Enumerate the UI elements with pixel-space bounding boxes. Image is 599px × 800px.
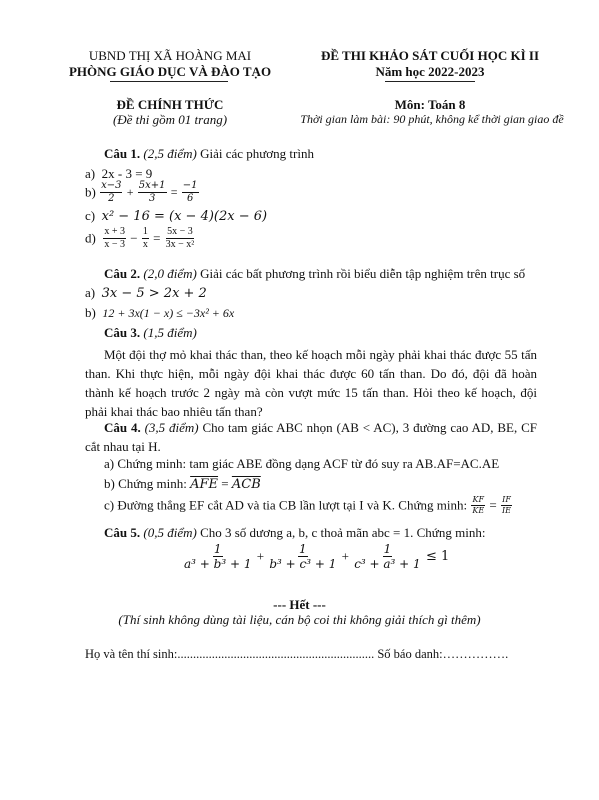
q4-heading: Câu 4. (3,5 điểm) Cho tam giác ABC nhọn (AB < AC), 3 đường cao AD, BE, CF cắt nhau tại H. — [85, 420, 537, 454]
q5-inequality: $\frac{1}{\text{a³ + b³ + 1}}$ + $\frac{1}{\text{b³ + c³ + 1}}$ + $\frac{1}{\text{c³ + a³ + 1}}$ ≤ 1 — [184, 542, 450, 571]
exam-note: (Thí sinh không dùng tài liệu, cán bộ coi thi không giải thích gì thêm) — [118, 612, 481, 627]
q4-c: c) Đường thẳng EF cắt AD và tia CB lần lượt tại I và K. Chứng minh: $\frac{KF}{KE}$ = $\frac{IF}{IE}$ — [104, 495, 512, 515]
school-authority: UBND THỊ XÃ HOÀNG MAI — [88, 48, 252, 63]
header-left-underline — [110, 81, 228, 82]
q2-heading: Câu 2. (2,0 điểm) Giải các bất phương trình rồi biểu diễn tập nghiệm trên trục số — [104, 266, 526, 281]
end-marker: --- Hết --- — [273, 597, 326, 612]
subject: Môn: Toán 8 — [394, 97, 466, 112]
official-label: ĐỀ CHÍNH THỨC — [116, 97, 224, 112]
q1-b: b) $\frac{x-3}{2}$ + $\frac{5x+1}{3}$ = $\frac{-1}{6}$ — [85, 180, 198, 204]
q4-b: b) Chứng minh: $\overline{AFE} = \overline{ACB}$ — [104, 476, 261, 492]
q2-b: b) 12 + 3x(1 − x) ≤ −3x² + 6x — [85, 305, 235, 320]
candidate-info — [85, 647, 508, 662]
school-department: PHÒNG GIÁO DỤC VÀ ĐÀO TẠO — [68, 64, 272, 79]
header-right-underline — [385, 81, 475, 82]
q2-a: a) 3x − 5 > 2x + 2 — [85, 285, 207, 301]
candidate-number-label: Số báo danh:……………. — [374, 647, 509, 661]
school-year: Năm học 2022-2023 — [375, 64, 485, 79]
q3-heading: Câu 3. (1,5 điểm) — [104, 325, 197, 340]
q4-a: a) Chứng minh: tam giác ABE đồng dạng ACF từ đó suy ra AB.AF=AC.AE — [104, 456, 500, 471]
exam-title: ĐỀ THI KHẢO SÁT CUỐI HỌC KÌ II — [320, 48, 540, 63]
candidate-name-label: Họ và tên thí sinh:............................................................... — [85, 647, 375, 661]
q3-body: Một đội thợ mỏ khai thác than, theo kế hoạch mỗi ngày phải khai thác được 55 tấn than. Khi thực hiện, mỗi ngày đội khai thác được 60 tấn than. Do đó, đội đã hoàn thành kế hoạch trước 2 ngày mà còn vượt mức 15 tấn than. Hỏi theo kế hoạch, đội phải khai thác bao nhiêu tấn than? — [85, 347, 537, 419]
q1-a: a) 2x - 3 = 9 — [85, 166, 153, 181]
q1-d: d) $\frac{x + 3}{x - 3}$ − $\frac{1}{x}$ = $\frac{5x - 3}{\text{3x − x²}}$ — [85, 226, 195, 250]
time-limit: Thời gian làm bài: 90 phút, không kể thời gian giao đề — [300, 112, 564, 126]
q5-heading: Câu 5. (0,5 điểm) Cho 3 số dương a, b, c thoả mãn abc = 1. Chứng minh: — [104, 525, 486, 540]
page-count: (Đề thi gồm 01 trang) — [112, 112, 228, 127]
q1-c: c) x² − 16 = (x − 4)(2x − 6) — [85, 208, 268, 224]
q1-heading: Câu 1. (2,5 điểm) Giải các phương trình — [104, 146, 314, 161]
